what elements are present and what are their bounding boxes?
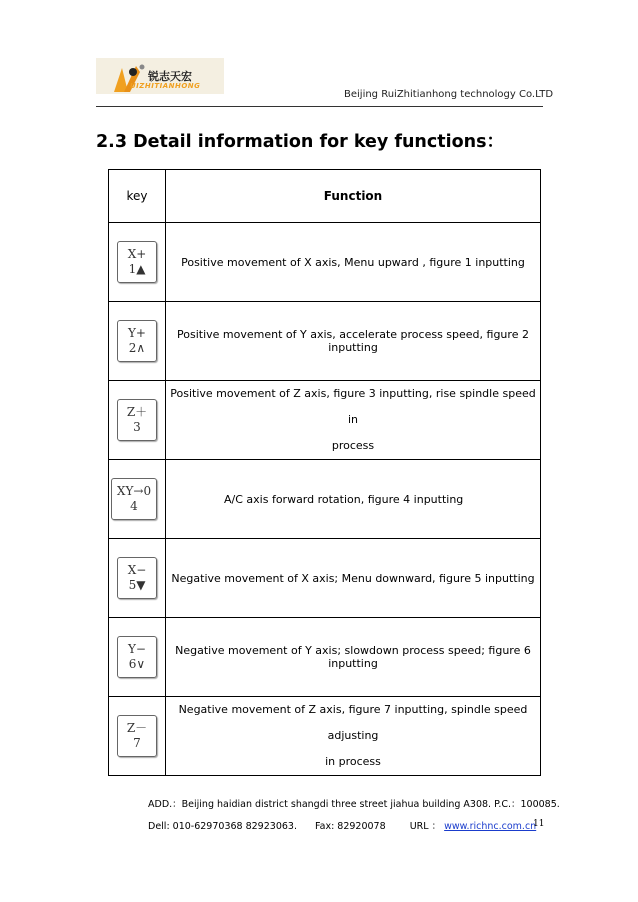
key-top-label: Y+ <box>128 326 146 340</box>
function-cell <box>166 381 541 460</box>
function-text-line2: process <box>331 439 375 452</box>
section-title: 2.3 Detail information for key functions： <box>96 132 505 152</box>
key-top-label: Y− <box>128 642 146 656</box>
key-top-label: X+ <box>127 247 147 261</box>
footer-url-label: URL ： <box>409 821 442 832</box>
function-cell <box>166 697 541 776</box>
key-cell <box>109 381 166 460</box>
key-y-minus <box>117 636 157 678</box>
key-top-label: Z－ <box>126 721 148 735</box>
key-bottom-label: 3 <box>133 420 141 434</box>
function-cell: Negative movement of X axis; Menu downward, figure 5 inputting <box>166 539 541 618</box>
table-row <box>109 618 541 697</box>
key-bottom-label: 5▼ <box>128 578 146 592</box>
table-row <box>109 381 541 460</box>
table-row <box>109 223 541 302</box>
company-name: Beijing RuiZhitianhong technology Co.LTD <box>344 89 554 100</box>
header-divider <box>96 106 543 107</box>
table-row <box>109 460 541 539</box>
key-bottom-label: 4 <box>130 499 138 513</box>
key-bottom-label: 7 <box>133 736 141 750</box>
function-cell: Positive movement of X axis, Menu upward , figure 1 inputting <box>166 223 541 302</box>
key-x-plus <box>117 241 157 283</box>
key-cell <box>109 539 166 618</box>
key-bottom-label: 1▲ <box>128 262 146 276</box>
key-column-header: key <box>109 170 166 223</box>
key-cell <box>109 618 166 697</box>
function-text-line1: Positive movement of Z axis, figure 3 inputting, rise spindle speed in <box>170 387 536 426</box>
key-cell <box>109 302 166 381</box>
logo-english-name: UIZHITIANHONG <box>130 82 201 90</box>
key-x-minus <box>117 557 157 599</box>
key-xy-zero <box>111 478 157 520</box>
key-cell <box>109 697 166 776</box>
key-z-minus <box>117 715 157 757</box>
footer-fax: Fax: 82920078 <box>315 821 386 832</box>
function-cell: A/C axis forward rotation, figure 4 inputting <box>166 460 541 539</box>
key-top-label: XY→0 <box>116 484 152 498</box>
key-cell <box>109 460 166 539</box>
function-cell: Negative movement of Y axis; slowdown process speed; figure 6 inputting <box>166 618 541 697</box>
key-top-label: Z＋ <box>126 405 148 419</box>
footer-address: ADD.：Beijing haidian district shangdi three street jiahua building A308. P.C.：100085. <box>148 799 560 810</box>
function-text-line1: Negative movement of Z axis, figure 7 inputting, spindle speed adjusting <box>178 703 528 742</box>
website-link[interactable]: www.richnc.com.cn <box>444 821 537 832</box>
table-header-row <box>109 170 541 223</box>
key-bottom-label: 2∧ <box>128 341 146 355</box>
function-cell: Positive movement of Y axis, accelerate process speed, figure 2 inputting <box>166 302 541 381</box>
key-bottom-label: 6∨ <box>128 657 146 671</box>
footer-contact <box>148 818 536 832</box>
key-y-plus <box>117 320 157 362</box>
table-row <box>109 697 541 776</box>
footer-tel: Dell: 010-62970368 82923063. <box>148 821 297 832</box>
logo-chinese-name: 锐志天宏 <box>148 70 192 83</box>
table-row <box>109 302 541 381</box>
function-text-line2: in process <box>325 755 381 768</box>
key-functions-table <box>108 169 541 776</box>
page-number: 11 <box>533 819 545 829</box>
key-z-plus <box>117 399 157 441</box>
table-row <box>109 539 541 618</box>
function-column-header: Function <box>166 170 541 223</box>
key-top-label: X− <box>127 563 147 577</box>
key-cell <box>109 223 166 302</box>
